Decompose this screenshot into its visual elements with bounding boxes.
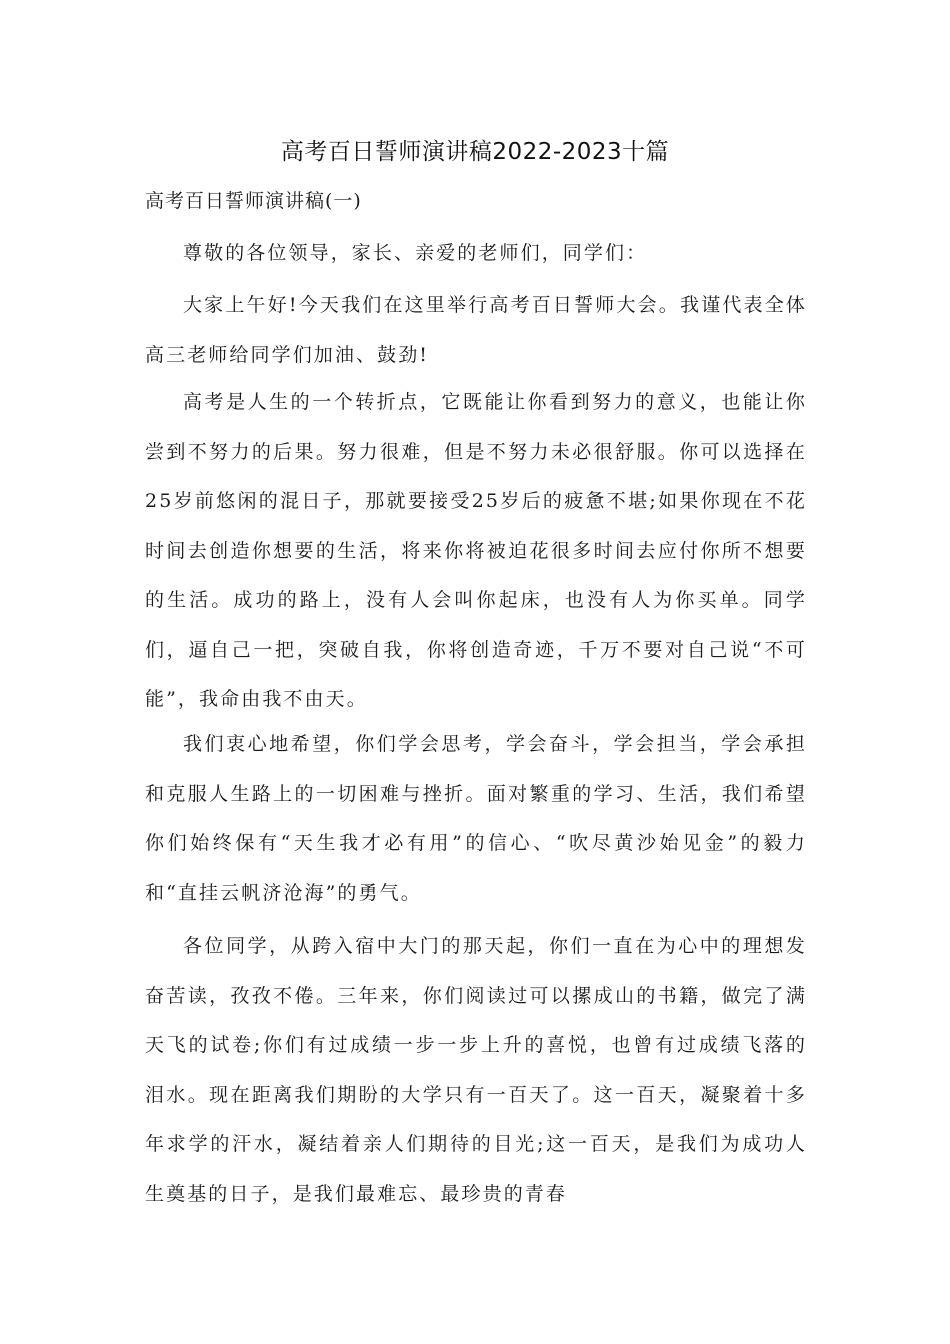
section-heading: 高考百日誓师演讲稿(一)	[145, 190, 362, 212]
paragraph-hundred-days: 各位同学，从跨入宿中大门的那天起，你们一直在为心中的理想发奋苦读，孜孜不倦。三年来，你们阅读过可以摞成山的书籍，做完了满天飞的试卷;你们有过成绩一步一步上升的喜悦，也曾有过成绩飞落的泪水。现在距离我们期盼的大学只有一百天了。这一百天，凝聚着十多年求学的汗水，凝结着亲人们期待的目光;这一百天，是我们为成功人生奠基的日子，是我们最难忘、最珍贵的青春	[145, 935, 807, 1205]
paragraph-greeting: 尊敬的各位领导，家长、亲爱的老师们，同学们：	[183, 242, 648, 264]
paragraph-hopes: 我们衷心地希望，你们学会思考，学会奋斗，学会担当，学会承担和克服人生路上的一切困难与挫折。面对繁重的学习、生活，我们希望你们始终保有“天生我才必有用”的信心、“吹尽黄沙始见金”的毅力和“直挂云帆济沧海”的勇气。	[145, 733, 807, 904]
document-title: 高考百日誓师演讲稿2022-2023十篇	[280, 139, 670, 165]
paragraph-turning-point: 高考是人生的一个转折点，它既能让你看到努力的意义，也能让你尝到不努力的后果。努力很难，但是不努力未必很舒服。你可以选择在25岁前悠闲的混日子，那就要接受25岁后的疲惫不堪;如果你现在不花时间去创造你想要的生活，将来你将被迫花很多时间去应付你所不想要的生活。成功的路上，没有人会叫你起床，也没有人为你买单。同学们，逼自己一把，突破自我，你将创造奇迹，千万不要对自己说“不可能”，我命由我不由天。	[145, 391, 807, 710]
paragraph-opening: 大家上午好!今天我们在这里举行高考百日誓师大会。我谨代表全体高三老师给同学们加油、鼓劲!	[145, 294, 807, 366]
